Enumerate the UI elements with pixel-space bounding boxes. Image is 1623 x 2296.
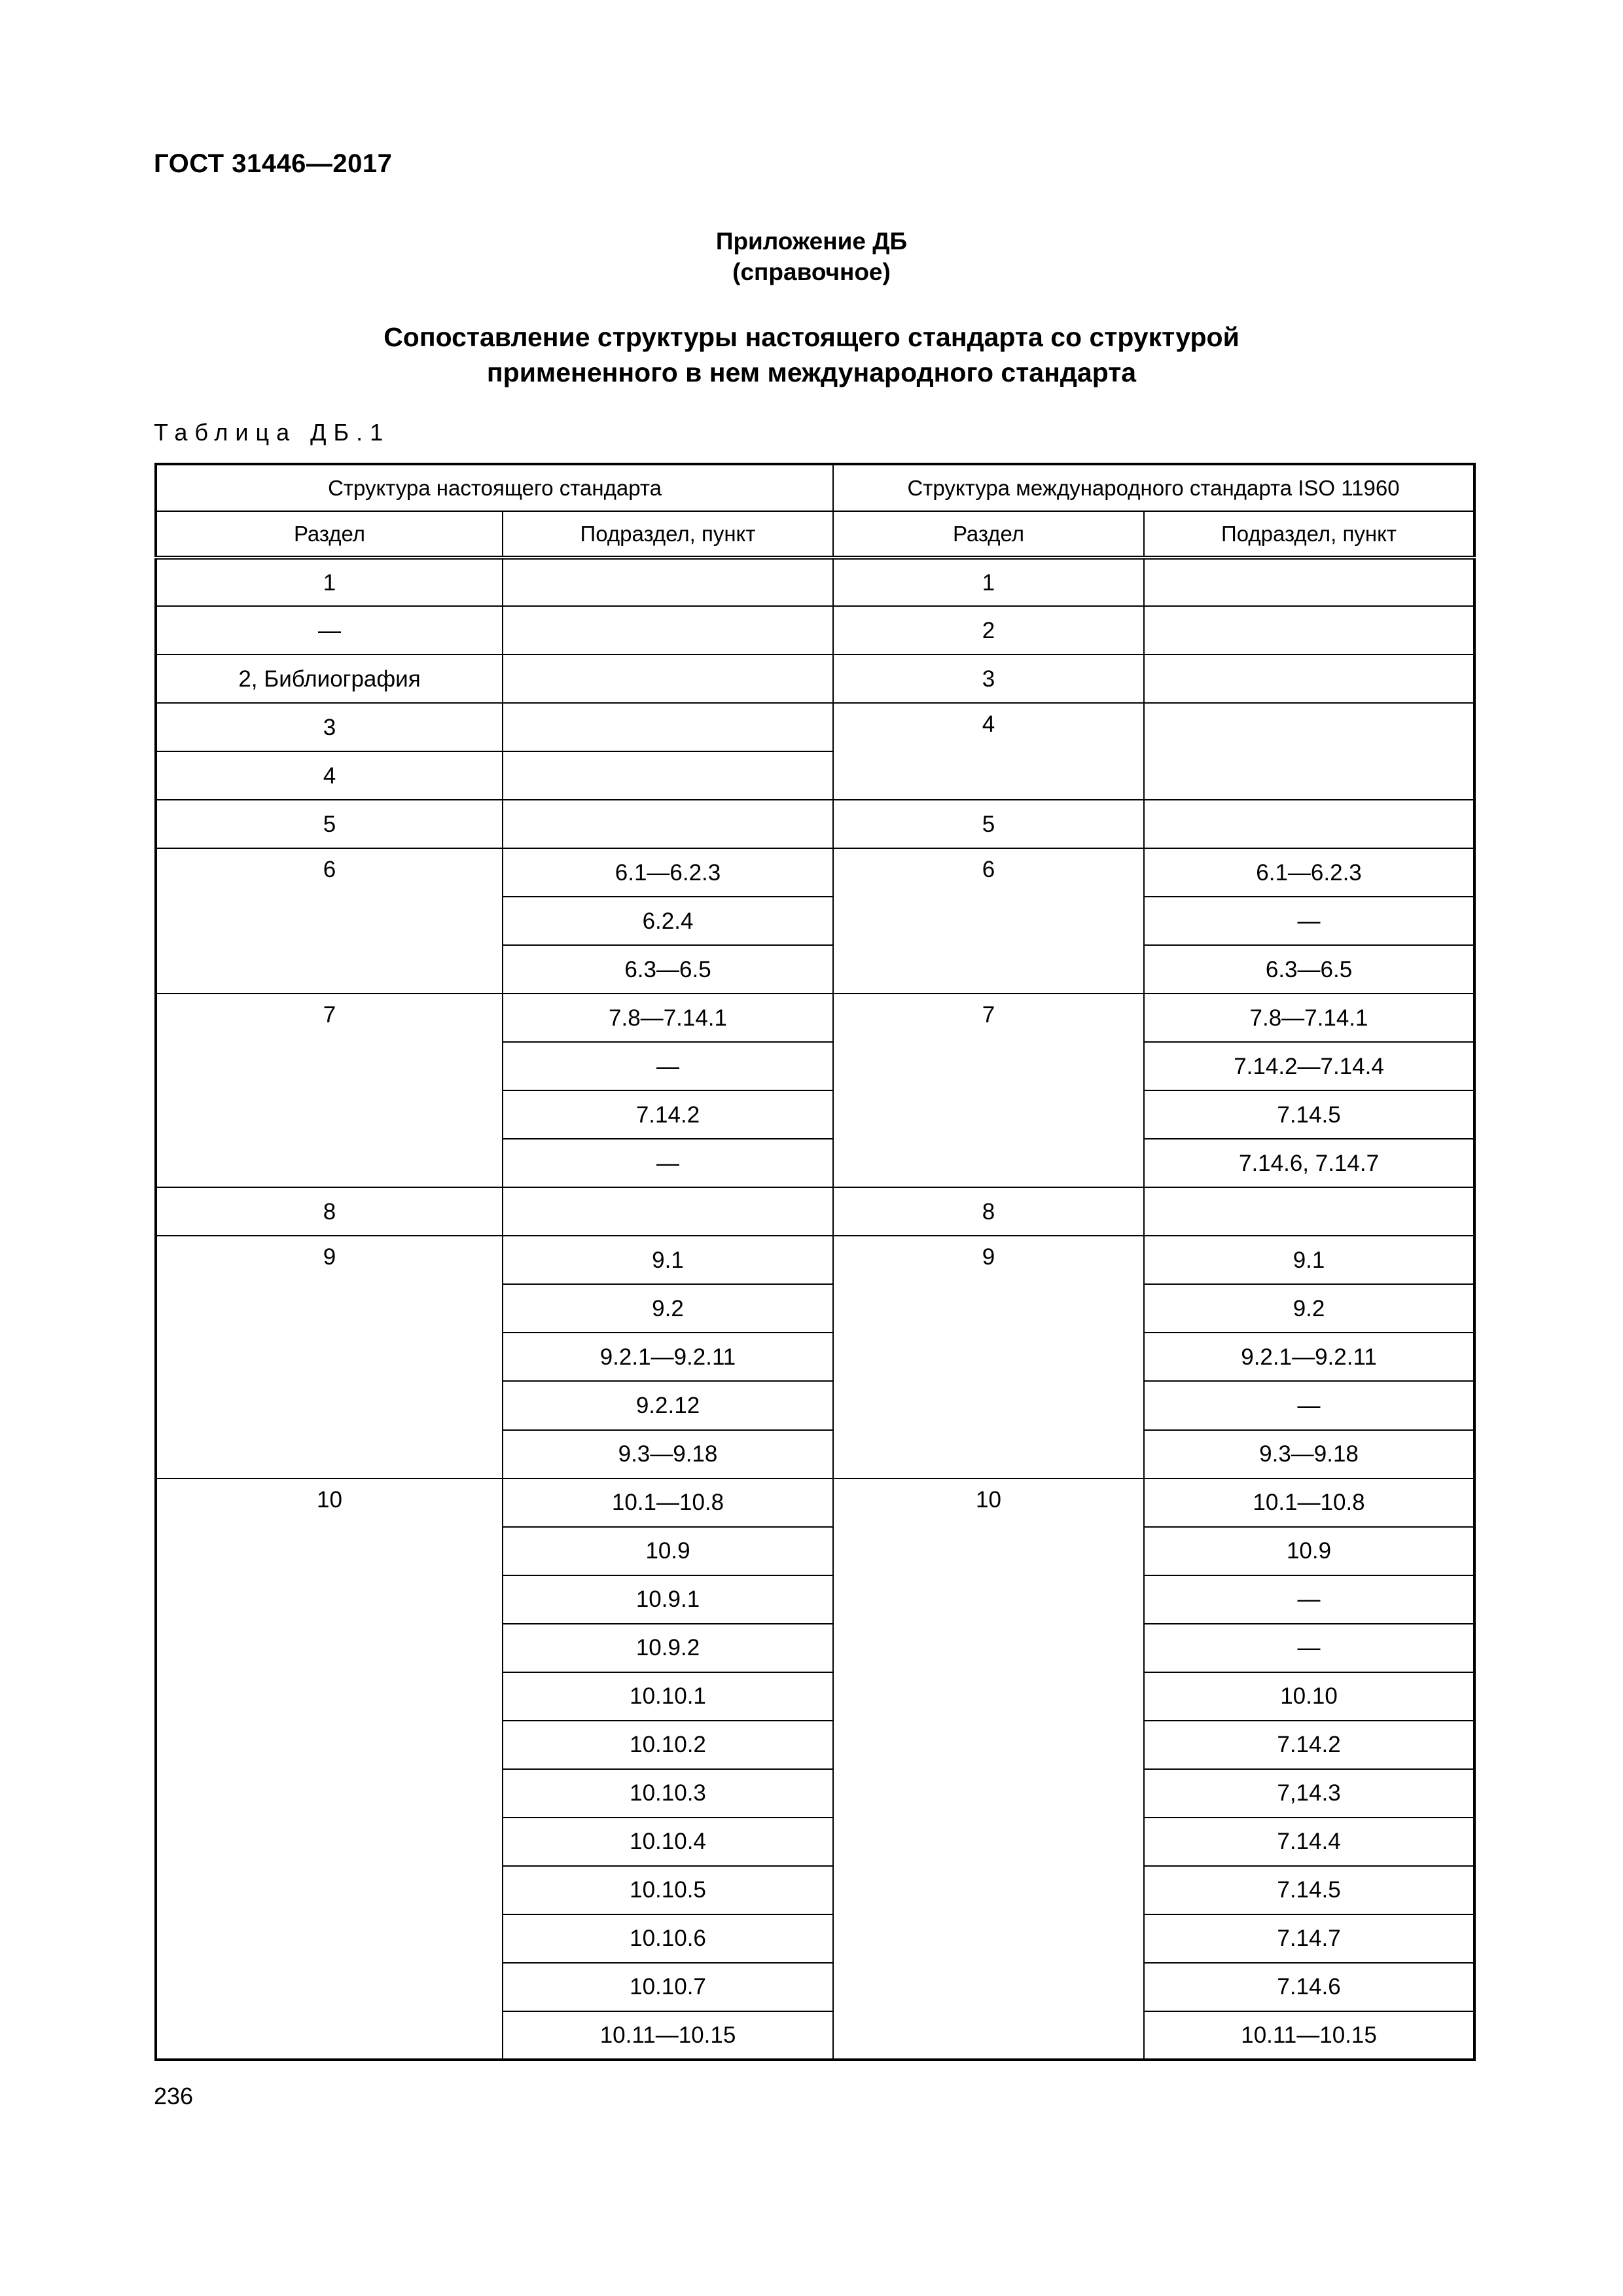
subsection-cell: 9.2.12 (503, 1381, 833, 1429)
subsection-cell (1144, 606, 1474, 655)
section-cell: 1 (156, 558, 503, 606)
subsection-cell: 6.3—6.5 (1144, 945, 1474, 994)
subsection-cell: 10.1—10.8 (1144, 1479, 1474, 1527)
subsection-cell: 10.10.7 (503, 1963, 833, 2011)
document-code: ГОСТ 31446—2017 (154, 149, 393, 178)
table-row (156, 1187, 1474, 1236)
table-row (156, 558, 1474, 606)
section-cell: 5 (833, 800, 1144, 848)
subsection-cell: 6.1—6.2.3 (1144, 848, 1474, 897)
subsection-cell: 10.10.1 (503, 1672, 833, 1721)
subsection-cell: 7.14.6, 7.14.7 (1144, 1139, 1474, 1187)
main-title-line-1: Сопоставление структуры настоящего стандарта со структурой (383, 322, 1240, 352)
section-cell: 9 (833, 1236, 1144, 1478)
section-cell: 4 (156, 751, 503, 800)
subsection-cell: 7.8—7.14.1 (503, 994, 833, 1042)
annex-kind: (справочное) (732, 259, 891, 285)
subsection-cell (1144, 703, 1474, 800)
group-header-cell: Структура настоящего стандарта (156, 464, 833, 511)
section-cell: 7 (156, 994, 503, 1187)
subsection-cell: 9.2.1—9.2.11 (503, 1333, 833, 1381)
section-cell: — (156, 606, 503, 655)
subsection-cell: 9.2 (503, 1284, 833, 1333)
section-cell: 7 (833, 994, 1144, 1187)
subsection-cell: 7.14.6 (1144, 1963, 1474, 2011)
subsection-cell (503, 655, 833, 703)
subsection-cell (503, 1187, 833, 1236)
subsection-cell (503, 703, 833, 751)
table-caption: Таблица ДБ.1 (154, 419, 391, 446)
section-cell: 4 (833, 703, 1144, 800)
subsection-cell (503, 606, 833, 655)
subsection-cell: 7.14.2 (503, 1090, 833, 1139)
subsection-cell (503, 558, 833, 606)
subsection-cell (1144, 655, 1474, 703)
subsection-cell: 10.9 (1144, 1527, 1474, 1575)
group-header-row (156, 464, 1474, 511)
subsection-cell: 10.1—10.8 (503, 1479, 833, 1527)
section-cell: 3 (156, 703, 503, 751)
subsection-cell: 9.2 (1144, 1284, 1474, 1333)
section-cell: 10 (833, 1479, 1144, 2060)
subsection-cell (503, 751, 833, 800)
subsection-cell: 6.1—6.2.3 (503, 848, 833, 897)
subsection-cell: 6.3—6.5 (503, 945, 833, 994)
subsection-cell: 7.14.5 (1144, 1090, 1474, 1139)
subsection-cell: 10.10.3 (503, 1769, 833, 1818)
column-header-cell: Подраздел, пункт (503, 511, 833, 558)
page-number: 236 (154, 2083, 194, 2109)
group-header-cell: Структура международного стандарта ISO 11960 (833, 464, 1474, 511)
subsection-cell: 10.10.6 (503, 1914, 833, 1963)
section-cell: 8 (156, 1187, 503, 1236)
subsection-cell: 10.9 (503, 1527, 833, 1575)
subsection-cell: 10.11—10.15 (503, 2011, 833, 2060)
subsection-cell: 10.10.5 (503, 1866, 833, 1914)
subsection-cell: 10.9.1 (503, 1575, 833, 1624)
subsection-cell: 7.8—7.14.1 (1144, 994, 1474, 1042)
subsection-cell: — (1144, 1575, 1474, 1624)
subsection-cell (1144, 558, 1474, 606)
subsection-cell: 7.14.2 (1144, 1721, 1474, 1769)
table-body (156, 464, 1474, 2060)
subsection-cell: 9.3—9.18 (1144, 1430, 1474, 1479)
subsection-cell: 10.11—10.15 (1144, 2011, 1474, 2060)
table-row (156, 1236, 1474, 1284)
table-row (156, 848, 1474, 897)
subsection-cell (1144, 1187, 1474, 1236)
section-cell: 8 (833, 1187, 1144, 1236)
subsection-cell: 7.14.2—7.14.4 (1144, 1042, 1474, 1090)
section-cell: 5 (156, 800, 503, 848)
subsection-cell: 7.14.4 (1144, 1818, 1474, 1866)
table-row (156, 655, 1474, 703)
subsection-cell: — (1144, 897, 1474, 945)
section-cell: 3 (833, 655, 1144, 703)
subsection-cell: 10.10 (1144, 1672, 1474, 1721)
subsection-cell: 9.1 (1144, 1236, 1474, 1284)
section-cell: 10 (156, 1479, 503, 2060)
section-cell: 9 (156, 1236, 503, 1478)
subsection-cell: 7.14.5 (1144, 1866, 1474, 1914)
section-cell: 6 (833, 848, 1144, 994)
table-row (156, 994, 1474, 1042)
subsection-cell: 7,14.3 (1144, 1769, 1474, 1818)
subsection-cell: 6.2.4 (503, 897, 833, 945)
section-cell: 2, Библиография (156, 655, 503, 703)
table-row (156, 800, 1474, 848)
main-title (0, 319, 1623, 390)
structure-comparison-table (154, 463, 1476, 2061)
section-cell: 1 (833, 558, 1144, 606)
subsection-cell: 9.3—9.18 (503, 1430, 833, 1479)
subsection-cell: — (503, 1042, 833, 1090)
table-row (156, 1479, 1474, 1527)
subsection-cell (503, 800, 833, 848)
table-row (156, 703, 1474, 751)
main-title-line-2: примененного в нем международного стандарта (486, 357, 1137, 387)
subsection-cell: — (1144, 1381, 1474, 1429)
annex-title: Приложение ДБ (715, 228, 908, 255)
column-header-cell: Раздел (833, 511, 1144, 558)
subsection-cell (1144, 800, 1474, 848)
column-header-cell: Подраздел, пункт (1144, 511, 1474, 558)
subsection-cell: 10.9.2 (503, 1624, 833, 1672)
subsection-cell: 10.10.4 (503, 1818, 833, 1866)
subsection-cell: 10.10.2 (503, 1721, 833, 1769)
column-header-row (156, 511, 1474, 558)
column-header-cell: Раздел (156, 511, 503, 558)
subsection-cell: 9.1 (503, 1236, 833, 1284)
section-cell: 2 (833, 606, 1144, 655)
subsection-cell: — (1144, 1624, 1474, 1672)
subsection-cell: 7.14.7 (1144, 1914, 1474, 1963)
subsection-cell: — (503, 1139, 833, 1187)
section-cell: 6 (156, 848, 503, 994)
subsection-cell: 9.2.1—9.2.11 (1144, 1333, 1474, 1381)
table-row (156, 606, 1474, 655)
